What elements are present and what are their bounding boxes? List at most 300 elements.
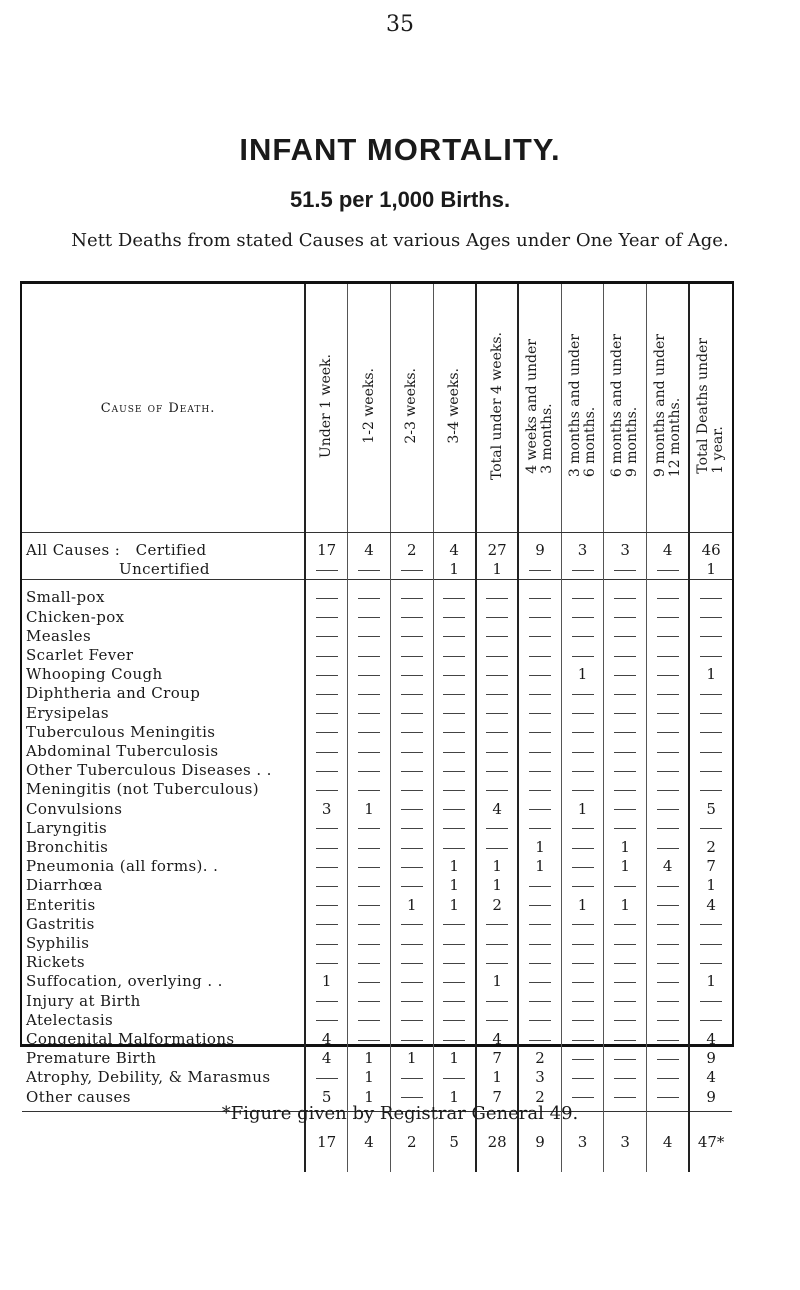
empty-cell-dash [561, 1011, 604, 1030]
empty-cell-dash [433, 1011, 476, 1030]
empty-cell-dash [476, 646, 519, 665]
empty-cell-dash [390, 704, 433, 723]
table-row [22, 704, 732, 723]
empty-cell-dash [305, 723, 348, 742]
empty-cell-dash [476, 665, 519, 684]
value-cell: 1 [348, 800, 391, 819]
empty-cell-dash [647, 819, 690, 838]
table-row [22, 857, 732, 876]
cause-cell: Diarrhœa [26, 876, 103, 895]
empty-cell-dash [561, 627, 604, 646]
empty-cell-dash [647, 934, 690, 953]
column-header [348, 284, 391, 533]
empty-cell-dash [604, 800, 647, 819]
empty-cell-dash [518, 896, 561, 915]
empty-cell-dash [390, 665, 433, 684]
table-row [22, 780, 732, 799]
empty-cell-dash [476, 608, 519, 627]
empty-cell-dash [390, 646, 433, 665]
empty-cell-dash [348, 627, 391, 646]
empty-cell-dash [518, 704, 561, 723]
cause-cell: Whooping Cough [26, 665, 163, 684]
empty-cell-dash [390, 953, 433, 972]
total-cell: 3 [561, 1111, 604, 1172]
value-cell: 2 [518, 1088, 561, 1107]
table-row [22, 876, 732, 895]
value-cell: 1 [433, 857, 476, 876]
empty-cell-dash [518, 972, 561, 991]
empty-cell-dash [561, 761, 604, 780]
value-cell: 1 [433, 1049, 476, 1068]
footnote: *Figure given by Registrar General 49. [221, 1103, 579, 1124]
empty-cell-dash [518, 761, 561, 780]
value-cell: 4 [305, 1030, 348, 1049]
table-row [22, 1049, 732, 1068]
cause-cell: Suffocation, overlying . . [26, 972, 223, 991]
empty-cell-dash [348, 742, 391, 761]
empty-cell-dash [604, 627, 647, 646]
column-header [305, 284, 348, 533]
cause-cell: Congenital Malformations [26, 1030, 235, 1049]
value-cell: 1 [348, 1049, 391, 1068]
empty-cell-dash [689, 780, 732, 799]
value-cell: 27 [476, 541, 519, 560]
cause-cell: Gastritis [26, 914, 95, 933]
empty-cell-dash [433, 627, 476, 646]
empty-cell-dash [647, 646, 690, 665]
empty-cell-dash [390, 876, 433, 895]
empty-cell-dash [561, 992, 604, 1011]
empty-cell-dash [433, 608, 476, 627]
value-cell: 5 [689, 800, 732, 819]
empty-cell-dash [647, 896, 690, 915]
empty-cell-dash [561, 704, 604, 723]
column-header [476, 284, 519, 533]
empty-cell-dash [348, 896, 391, 915]
table-row [22, 992, 732, 1011]
table-row [22, 953, 732, 972]
total-cell: 28 [476, 1111, 519, 1172]
empty-cell-dash [518, 560, 561, 580]
mortality-rate: 51.5 per 1,000 Births. [289, 187, 511, 212]
empty-cell-dash [561, 780, 604, 799]
table-row [22, 646, 732, 665]
empty-cell-dash [647, 761, 690, 780]
table-row [22, 896, 732, 915]
empty-cell-dash [348, 1011, 391, 1030]
empty-cell-dash [604, 1030, 647, 1049]
empty-cell-dash [518, 953, 561, 972]
value-cell: 1 [476, 857, 519, 876]
cause-cell: Chicken-pox [26, 607, 125, 626]
empty-cell-dash [348, 665, 391, 684]
empty-cell-dash [647, 560, 690, 580]
empty-cell-dash [305, 780, 348, 799]
cause-cell: Measles [26, 626, 92, 645]
empty-cell-dash [604, 646, 647, 665]
empty-cell-dash [390, 780, 433, 799]
value-cell: 1 [689, 876, 732, 895]
empty-cell-dash [647, 1049, 690, 1068]
empty-cell-dash [518, 608, 561, 627]
empty-cell-dash [348, 684, 391, 703]
empty-cell-dash [518, 800, 561, 819]
empty-cell-dash [390, 992, 433, 1011]
empty-cell-dash [348, 723, 391, 742]
total-cell: 4 [348, 1111, 391, 1172]
empty-cell-dash [689, 819, 732, 838]
empty-cell-dash [647, 800, 690, 819]
value-cell: 2 [518, 1049, 561, 1068]
empty-cell-dash [305, 1011, 348, 1030]
empty-cell-dash [561, 934, 604, 953]
empty-cell-dash [647, 704, 690, 723]
value-cell: 9 [518, 541, 561, 560]
empty-cell-dash [476, 684, 519, 703]
empty-cell-dash [561, 588, 604, 607]
empty-cell-dash [647, 1030, 690, 1049]
empty-cell-dash [305, 819, 348, 838]
cause-cell: Syphilis [26, 934, 90, 953]
cause-cell: All Causes : Certified [26, 541, 207, 559]
page-title: INFANT MORTALITY. [239, 132, 561, 167]
empty-cell-dash [604, 560, 647, 580]
value-cell: 4 [647, 857, 690, 876]
value-cell: 1 [604, 857, 647, 876]
column-header [647, 284, 690, 533]
table-row [22, 838, 732, 857]
empty-cell-dash [305, 953, 348, 972]
empty-cell-dash [604, 1011, 647, 1030]
empty-cell-dash [561, 1030, 604, 1049]
cause-cell: Atelectasis [26, 1010, 114, 1029]
empty-cell-dash [604, 934, 647, 953]
value-cell: 7 [476, 1049, 519, 1068]
empty-cell-dash [561, 1068, 604, 1087]
column-header-label: 9 months and under 12 months. [651, 334, 683, 478]
empty-cell-dash [689, 646, 732, 665]
table-row [22, 608, 732, 627]
total-cell: 2 [390, 1111, 433, 1172]
empty-cell-dash [390, 857, 433, 876]
value-cell: 1 [390, 1049, 433, 1068]
value-cell: 9 [689, 1088, 732, 1107]
empty-cell-dash [348, 992, 391, 1011]
empty-cell-dash [561, 723, 604, 742]
empty-cell-dash [518, 588, 561, 607]
empty-cell-dash [476, 992, 519, 1011]
empty-cell-dash [561, 953, 604, 972]
empty-cell-dash [604, 915, 647, 934]
empty-cell-dash [476, 934, 519, 953]
value-cell: 1 [348, 1088, 391, 1107]
value-cell: 1 [604, 838, 647, 857]
empty-cell-dash [305, 608, 348, 627]
empty-cell-dash [647, 838, 690, 857]
empty-cell-dash [647, 1011, 690, 1030]
empty-cell-dash [518, 780, 561, 799]
value-cell: 1 [433, 876, 476, 895]
empty-cell-dash [561, 972, 604, 991]
table-caption: Nett Deaths from stated Causes at various Ages under One Year of Age. [71, 230, 729, 251]
cause-cell: Injury at Birth [26, 991, 141, 1010]
empty-cell-dash [604, 684, 647, 703]
empty-cell-dash [348, 588, 391, 607]
empty-cell-dash [433, 684, 476, 703]
value-cell: 1 [476, 876, 519, 895]
empty-cell-dash [518, 934, 561, 953]
empty-cell-dash [390, 1030, 433, 1049]
column-header-label: 6 months and under 9 months. [609, 334, 641, 478]
empty-cell-dash [689, 742, 732, 761]
empty-cell-dash [689, 1011, 732, 1030]
empty-cell-dash [647, 915, 690, 934]
table-row [22, 560, 732, 580]
table-row [22, 915, 732, 934]
table-row [22, 541, 732, 560]
cause-cell: Scarlet Fever [26, 646, 134, 665]
empty-cell-dash [476, 704, 519, 723]
empty-cell-dash [518, 665, 561, 684]
empty-cell-dash [689, 608, 732, 627]
empty-cell-dash [561, 1049, 604, 1068]
column-header [518, 284, 561, 533]
value-cell: 9 [689, 1049, 732, 1068]
column-header-label: 2-3 weeks. [403, 368, 420, 444]
empty-cell-dash [390, 588, 433, 607]
column-header-label: 3 months and under 6 months. [566, 334, 598, 478]
cause-cell: Abdominal Tuberculosis [26, 742, 219, 761]
column-header [604, 284, 647, 533]
empty-cell-dash [305, 838, 348, 857]
empty-cell-dash [348, 934, 391, 953]
empty-cell-dash [390, 723, 433, 742]
value-cell: 1 [476, 1068, 519, 1087]
table-row [22, 723, 732, 742]
total-cell: 17 [305, 1111, 348, 1172]
empty-cell-dash [348, 761, 391, 780]
empty-cell-dash [561, 742, 604, 761]
cause-cell: Convulsions [26, 799, 123, 818]
empty-cell-dash [305, 627, 348, 646]
value-cell: 4 [689, 1030, 732, 1049]
value-cell: 3 [604, 541, 647, 560]
value-cell: 1 [433, 1088, 476, 1107]
cause-cell: Premature Birth [26, 1049, 157, 1068]
empty-cell-dash [390, 761, 433, 780]
value-cell: 1 [689, 972, 732, 991]
empty-cell-dash [604, 608, 647, 627]
empty-cell-dash [647, 665, 690, 684]
empty-cell-dash [390, 800, 433, 819]
cause-cell: Other causes [26, 1087, 131, 1106]
table-row [22, 819, 732, 838]
column-header-label: Total under 4 weeks. [488, 331, 505, 481]
empty-cell-dash [433, 704, 476, 723]
table-row [22, 761, 732, 780]
total-cell: 3 [604, 1111, 647, 1172]
column-header-label: 3-4 weeks. [445, 368, 462, 444]
empty-cell-dash [476, 1011, 519, 1030]
empty-cell-dash [647, 627, 690, 646]
empty-cell-dash [647, 992, 690, 1011]
empty-cell-dash [390, 838, 433, 857]
empty-cell-dash [390, 1011, 433, 1030]
value-cell: 3 [561, 541, 604, 560]
empty-cell-dash [604, 588, 647, 607]
value-cell: 4 [433, 541, 476, 560]
empty-cell-dash [305, 665, 348, 684]
cause-cell: Rickets [26, 953, 85, 972]
empty-cell-dash [305, 560, 348, 580]
empty-cell-dash [604, 761, 647, 780]
empty-cell-dash [604, 742, 647, 761]
empty-cell-dash [433, 646, 476, 665]
empty-cell-dash [390, 608, 433, 627]
empty-cell-dash [604, 704, 647, 723]
empty-cell-dash [348, 560, 391, 580]
empty-cell-dash [476, 588, 519, 607]
empty-cell-dash [604, 972, 647, 991]
value-cell: 4 [348, 541, 391, 560]
empty-cell-dash [561, 876, 604, 895]
cause-cell: Uncertified [26, 560, 210, 579]
empty-cell-dash [390, 560, 433, 580]
empty-cell-dash [604, 819, 647, 838]
column-header-label: Under 1 week. [318, 353, 335, 459]
empty-cell-dash [689, 953, 732, 972]
empty-cell-dash [647, 684, 690, 703]
empty-cell-dash [518, 1011, 561, 1030]
empty-cell-dash [433, 780, 476, 799]
cause-cell: Pneumonia (all forms). . [26, 857, 219, 876]
empty-cell-dash [305, 588, 348, 607]
empty-cell-dash [348, 819, 391, 838]
empty-cell-dash [348, 953, 391, 972]
value-cell: 4 [476, 1030, 519, 1049]
cause-cell: Diphtheria and Croup [26, 684, 201, 703]
empty-cell-dash [561, 838, 604, 857]
empty-cell-dash [433, 972, 476, 991]
cause-cell: Other Tuberculous Diseases . . [26, 761, 272, 780]
empty-cell-dash [433, 800, 476, 819]
value-cell: 4 [476, 800, 519, 819]
empty-cell-dash [604, 1049, 647, 1068]
empty-cell-dash [647, 953, 690, 972]
empty-cell-dash [348, 646, 391, 665]
empty-cell-dash [305, 646, 348, 665]
empty-cell-dash [305, 992, 348, 1011]
empty-cell-dash [390, 627, 433, 646]
empty-cell-dash [433, 588, 476, 607]
cause-cell: Bronchitis [26, 838, 109, 857]
empty-cell-dash [518, 627, 561, 646]
cause-cell: Laryngitis [26, 818, 108, 837]
table-row [22, 588, 732, 607]
empty-cell-dash [647, 876, 690, 895]
empty-cell-dash [305, 934, 348, 953]
empty-cell-dash [561, 819, 604, 838]
value-cell: 1 [348, 1068, 391, 1087]
table-row [22, 1011, 732, 1030]
empty-cell-dash [604, 780, 647, 799]
cause-cell: Atrophy, Debility, & Marasmus [26, 1068, 271, 1087]
empty-cell-dash [689, 934, 732, 953]
column-header [561, 284, 604, 533]
table-row [22, 684, 732, 703]
spacer-row [22, 533, 732, 542]
empty-cell-dash [561, 684, 604, 703]
value-cell: 1 [433, 560, 476, 580]
empty-cell-dash [689, 684, 732, 703]
value-cell: 1 [561, 665, 604, 684]
value-cell: 2 [689, 838, 732, 857]
column-header-label: 1-2 weeks. [360, 368, 377, 444]
value-cell: 1 [689, 665, 732, 684]
table-body [22, 533, 732, 1172]
value-cell: 1 [518, 857, 561, 876]
empty-cell-dash [689, 761, 732, 780]
empty-cell-dash [433, 1030, 476, 1049]
empty-cell-dash [433, 665, 476, 684]
table-header-row [22, 284, 732, 533]
empty-cell-dash [476, 723, 519, 742]
total-cell: 5 [433, 1111, 476, 1172]
empty-cell-dash [305, 857, 348, 876]
value-cell: 2 [476, 896, 519, 915]
empty-cell-dash [433, 953, 476, 972]
total-cell: 9 [518, 1111, 561, 1172]
value-cell: 4 [689, 896, 732, 915]
value-cell: 1 [689, 560, 732, 580]
empty-cell-dash [518, 646, 561, 665]
empty-cell-dash [604, 992, 647, 1011]
empty-cell-dash [433, 934, 476, 953]
spacer-row [22, 580, 732, 589]
empty-cell-dash [348, 838, 391, 857]
empty-cell-dash [604, 1068, 647, 1087]
empty-cell-dash [476, 838, 519, 857]
column-header-label: 4 weeks and under 3 months. [524, 338, 556, 474]
empty-cell-dash [348, 608, 391, 627]
value-cell: 4 [689, 1068, 732, 1087]
value-cell: 1 [305, 972, 348, 991]
empty-cell-dash [476, 761, 519, 780]
empty-cell-dash [348, 1030, 391, 1049]
value-cell: 46 [689, 541, 732, 560]
value-cell: 1 [476, 972, 519, 991]
empty-cell-dash [689, 723, 732, 742]
empty-cell-dash [390, 915, 433, 934]
empty-cell-dash [433, 742, 476, 761]
value-cell: 1 [518, 838, 561, 857]
cause-cell: Tuberculous Meningitis [26, 722, 216, 741]
empty-cell-dash [390, 1068, 433, 1087]
value-cell: 1 [476, 560, 519, 580]
cause-cell: Meningitis (not Tuberculous) [26, 780, 259, 799]
empty-cell-dash [518, 684, 561, 703]
page-number: 35 [386, 12, 414, 37]
empty-cell-dash [348, 857, 391, 876]
empty-cell-dash [348, 972, 391, 991]
table-row [22, 1030, 732, 1049]
total-cell: 4 [647, 1111, 690, 1172]
empty-cell-dash [433, 761, 476, 780]
empty-cell-dash [604, 665, 647, 684]
table-row [22, 627, 732, 646]
empty-cell-dash [604, 723, 647, 742]
empty-cell-dash [689, 588, 732, 607]
